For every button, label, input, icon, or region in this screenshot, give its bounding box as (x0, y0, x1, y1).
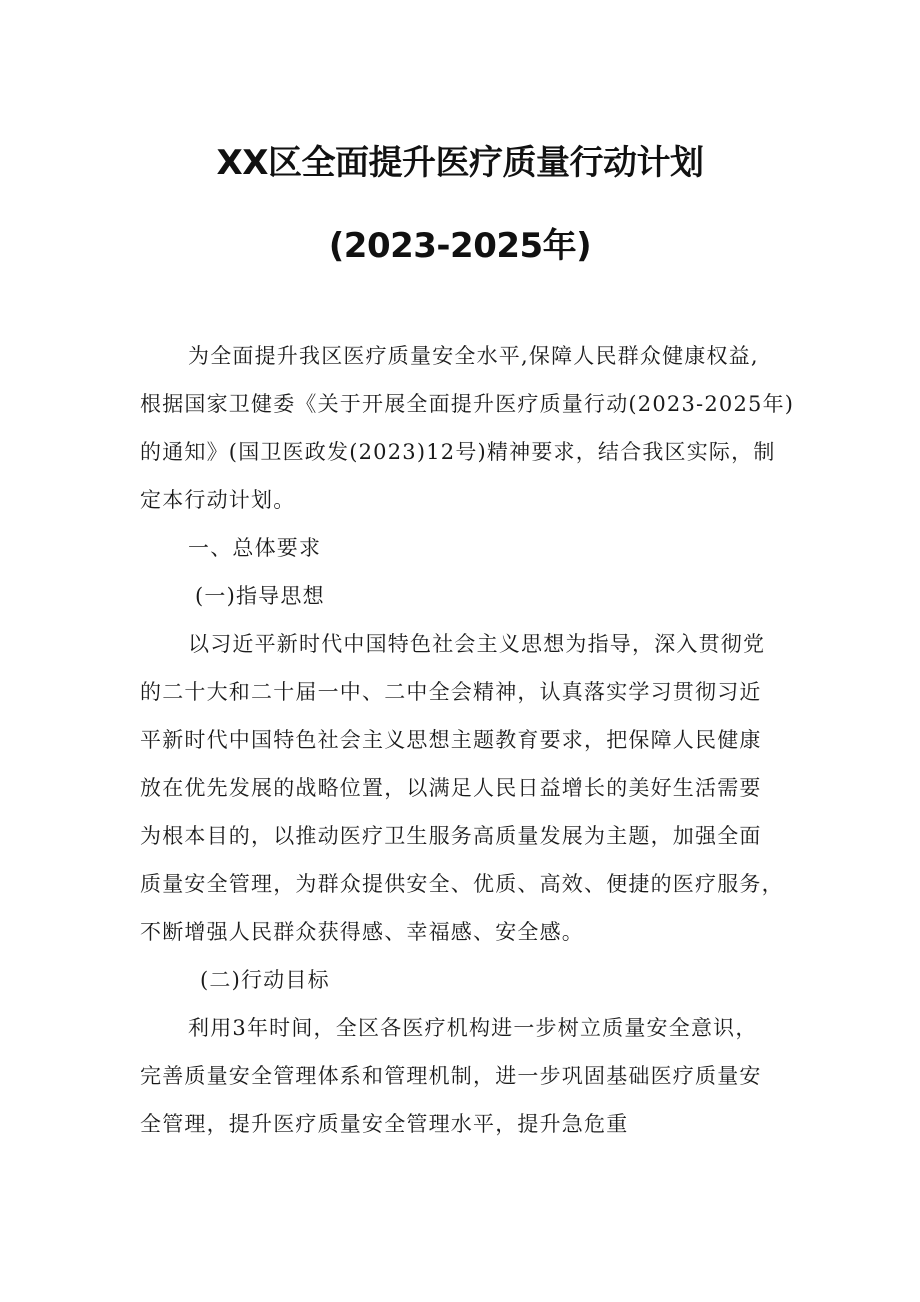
paragraph-line: 的二十大和二十届一中、二中全会精神，认真落实学习贯彻习近 (140, 680, 762, 704)
intro-line: 定本行动计划。 (140, 488, 296, 512)
document-subtitle: (2023-2025年) (328, 226, 592, 266)
intro-line: 根据国家卫健委《关于开展全面提升医疗质量行动(2023-2025年) (140, 392, 795, 416)
paragraph-line: 以习近平新时代中国特色社会主义思想为指导，深入贯彻党 (188, 632, 766, 656)
section-heading: 一、总体要求 (188, 536, 322, 560)
document-title: XX区全面提升医疗质量行动计划 (216, 143, 704, 183)
paragraph-line: 平新时代中国特色社会主义思想主题教育要求，把保障人民健康 (140, 728, 762, 752)
paragraph-line: 质量安全管理，为群众提供安全、优质、高效、便捷的医疗服务， (140, 872, 784, 896)
paragraph-line: 完善质量安全管理体系和管理机制，进一步巩固基础医疗质量安 (140, 1064, 762, 1088)
paragraph-line: 放在优先发展的战略位置，以满足人民日益增长的美好生活需要 (140, 776, 762, 800)
intro-line: 为全面提升我区医疗质量安全水平,保障人民群众健康权益, (188, 344, 759, 368)
subsection-heading: (一)指导思想 (195, 584, 325, 608)
document-body (140, 332, 795, 1148)
paragraph-line: 全管理，提升医疗质量安全管理水平，提升急危重 (140, 1112, 629, 1136)
paragraph-line: 利用3年时间，全区各医疗机构进一步树立质量安全意识， (188, 1016, 758, 1040)
intro-line: 的通知》(国卫医政发(2023)12号)精神要求，结合我区实际，制 (140, 440, 776, 464)
paragraph-line: 不断增强人民群众获得感、幸福感、安全感。 (140, 920, 584, 944)
paragraph-line: 为根本目的，以推动医疗卫生服务高质量发展为主题，加强全面 (140, 824, 762, 848)
subsection-heading: (二)行动目标 (200, 968, 330, 992)
